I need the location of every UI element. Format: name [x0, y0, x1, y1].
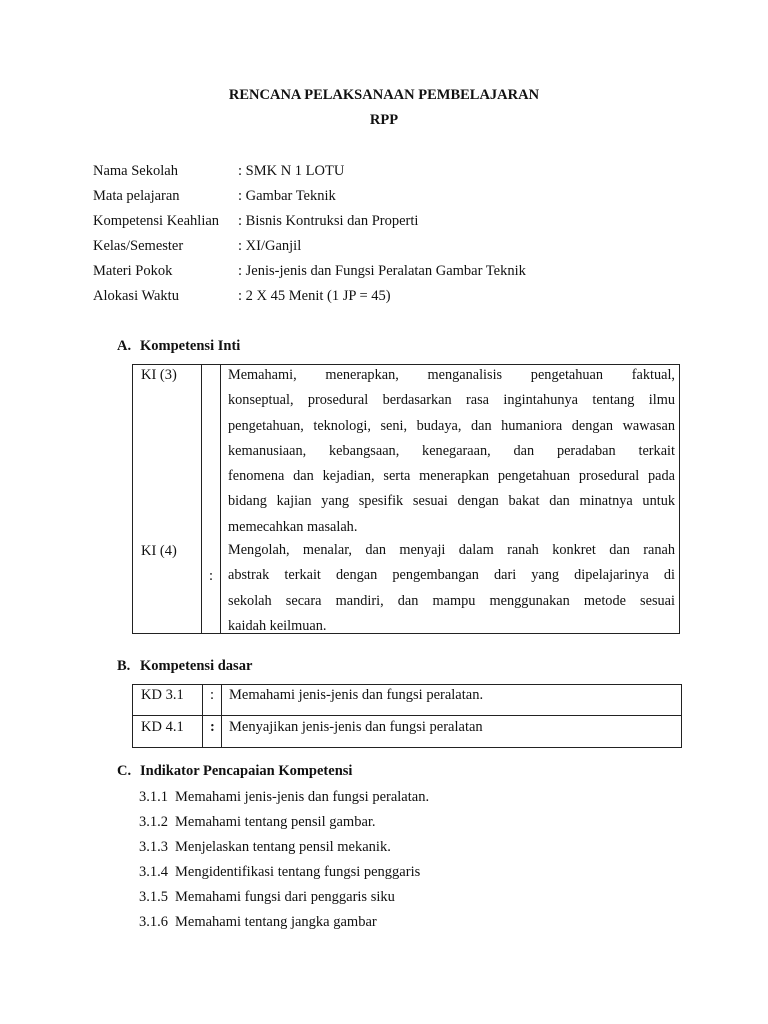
indicator-number: 3.1.6 — [139, 914, 168, 930]
indicator-text: Memahami tentang jangka gambar — [175, 914, 377, 930]
info-value: : XI/Ganjil — [238, 238, 302, 254]
ki-code: KI (4) — [141, 543, 177, 559]
info-value: : 2 X 45 Menit (1 JP = 45) — [238, 288, 391, 304]
kd-table — [132, 684, 682, 748]
ki-line: kemanusiaan, kebangsaan, kenegaraan, dan peradaban terkait — [228, 442, 675, 459]
document-subtitle: RPP — [369, 112, 399, 128]
indicator-number: 3.1.1 — [139, 789, 168, 805]
ki-line: Memahami, menerapkan, menganalisis pengetahuan faktual, — [228, 367, 675, 383]
kd-description: Memahami jenis-jenis dan fungsi peralatan. — [229, 687, 484, 703]
ki-code: KI (3) — [141, 367, 177, 383]
indicator-text: Menjelaskan tentang pensil mekanik. — [175, 839, 391, 855]
ki-line: bidang kajian yang spesifik sesuai dengan bakat dan minatnya untuk — [228, 493, 675, 510]
ki-line: kaidah keilmuan. — [228, 617, 327, 634]
ki-line: memecahkan masalah. — [228, 518, 358, 535]
indicator-item — [139, 911, 377, 933]
section-c-heading — [117, 763, 352, 780]
kd-description: Menyajikan jenis-jenis dan fungsi peralatan — [229, 719, 483, 735]
ki-line: fenomena dan kejadian, serta menerapkan pengetahuan prosedural pada — [228, 468, 675, 485]
indicator-item — [139, 861, 420, 883]
table-divider — [133, 715, 681, 716]
ki-line: Mengolah, menalar, dan menyaji dalam ranah konkret dan ranah — [228, 542, 675, 558]
info-value: : SMK N 1 LOTU — [238, 163, 345, 179]
info-row-time — [93, 285, 391, 307]
info-label: Materi Pokok — [93, 263, 173, 279]
ki-description — [228, 363, 675, 540]
ki-line: abstrak terkait dengan pengembangan dari yang dipelajarinya di — [228, 567, 675, 584]
indicator-item — [139, 836, 391, 858]
indicator-number: 3.1.5 — [139, 889, 168, 905]
table-divider — [201, 365, 202, 633]
section-letter: C. — [117, 763, 132, 779]
kd-code: KD 4.1 — [141, 719, 184, 735]
ki-colon: : — [209, 568, 214, 584]
kd-code: KD 3.1 — [141, 687, 184, 703]
indicator-text: Memahami tentang pensil gambar. — [175, 814, 376, 830]
indicator-text: Memahami fungsi dari penggaris siku — [175, 889, 395, 905]
info-row-school — [93, 160, 344, 182]
info-row-subject — [93, 185, 336, 207]
table-divider — [202, 685, 203, 747]
table-divider — [221, 685, 222, 747]
ki-line: konseptual, prosedural berdasarkan rasa ingintahunya tentang ilmu — [228, 392, 675, 409]
table-divider — [220, 365, 221, 633]
info-label: Nama Sekolah — [93, 163, 178, 179]
info-value: : Gambar Teknik — [238, 188, 336, 204]
indicator-item — [139, 786, 429, 808]
info-label: Kompetensi Keahlian — [93, 213, 220, 229]
info-row-class — [93, 235, 301, 257]
section-title: Kompetensi dasar — [140, 658, 253, 674]
section-letter: B. — [117, 658, 131, 674]
info-value: : Bisnis Kontruksi dan Properti — [238, 213, 419, 229]
indicator-item — [139, 886, 395, 908]
section-letter: A. — [117, 338, 132, 354]
section-b-heading — [117, 658, 252, 675]
indicator-text: Mengidentifikasi tentang fungsi penggaris — [175, 864, 421, 880]
document-title: RENCANA PELAKSANAAN PEMBELAJARAN — [228, 87, 540, 103]
indicator-number: 3.1.4 — [139, 864, 168, 880]
info-row-material — [93, 260, 526, 282]
indicator-number: 3.1.3 — [139, 839, 168, 855]
indicator-text: Memahami jenis-jenis dan fungsi peralatan. — [175, 789, 430, 805]
section-title: Indikator Pencapaian Kompetensi — [140, 763, 353, 779]
ki-description — [228, 538, 675, 639]
section-a-heading — [117, 338, 240, 355]
indicator-number: 3.1.2 — [139, 814, 168, 830]
info-label: Kelas/Semester — [93, 238, 184, 254]
ki-line: pengetahuan, teknologi, seni, budaya, dan humaniora dengan wawasan — [228, 417, 675, 434]
kd-colon: : — [210, 719, 215, 735]
kd-colon: : — [210, 687, 215, 703]
info-label: Mata pelajaran — [93, 188, 180, 204]
ki-table — [132, 364, 680, 634]
info-label: Alokasi Waktu — [93, 288, 179, 304]
ki-line: sekolah secara mandiri, dan mampu menggunakan metode sesuai — [228, 592, 675, 609]
section-title: Kompetensi Inti — [140, 338, 241, 354]
info-value: : Jenis-jenis dan Fungsi Peralatan Gambar Teknik — [238, 263, 526, 279]
info-row-competency — [93, 210, 418, 232]
indicator-item — [139, 811, 376, 833]
